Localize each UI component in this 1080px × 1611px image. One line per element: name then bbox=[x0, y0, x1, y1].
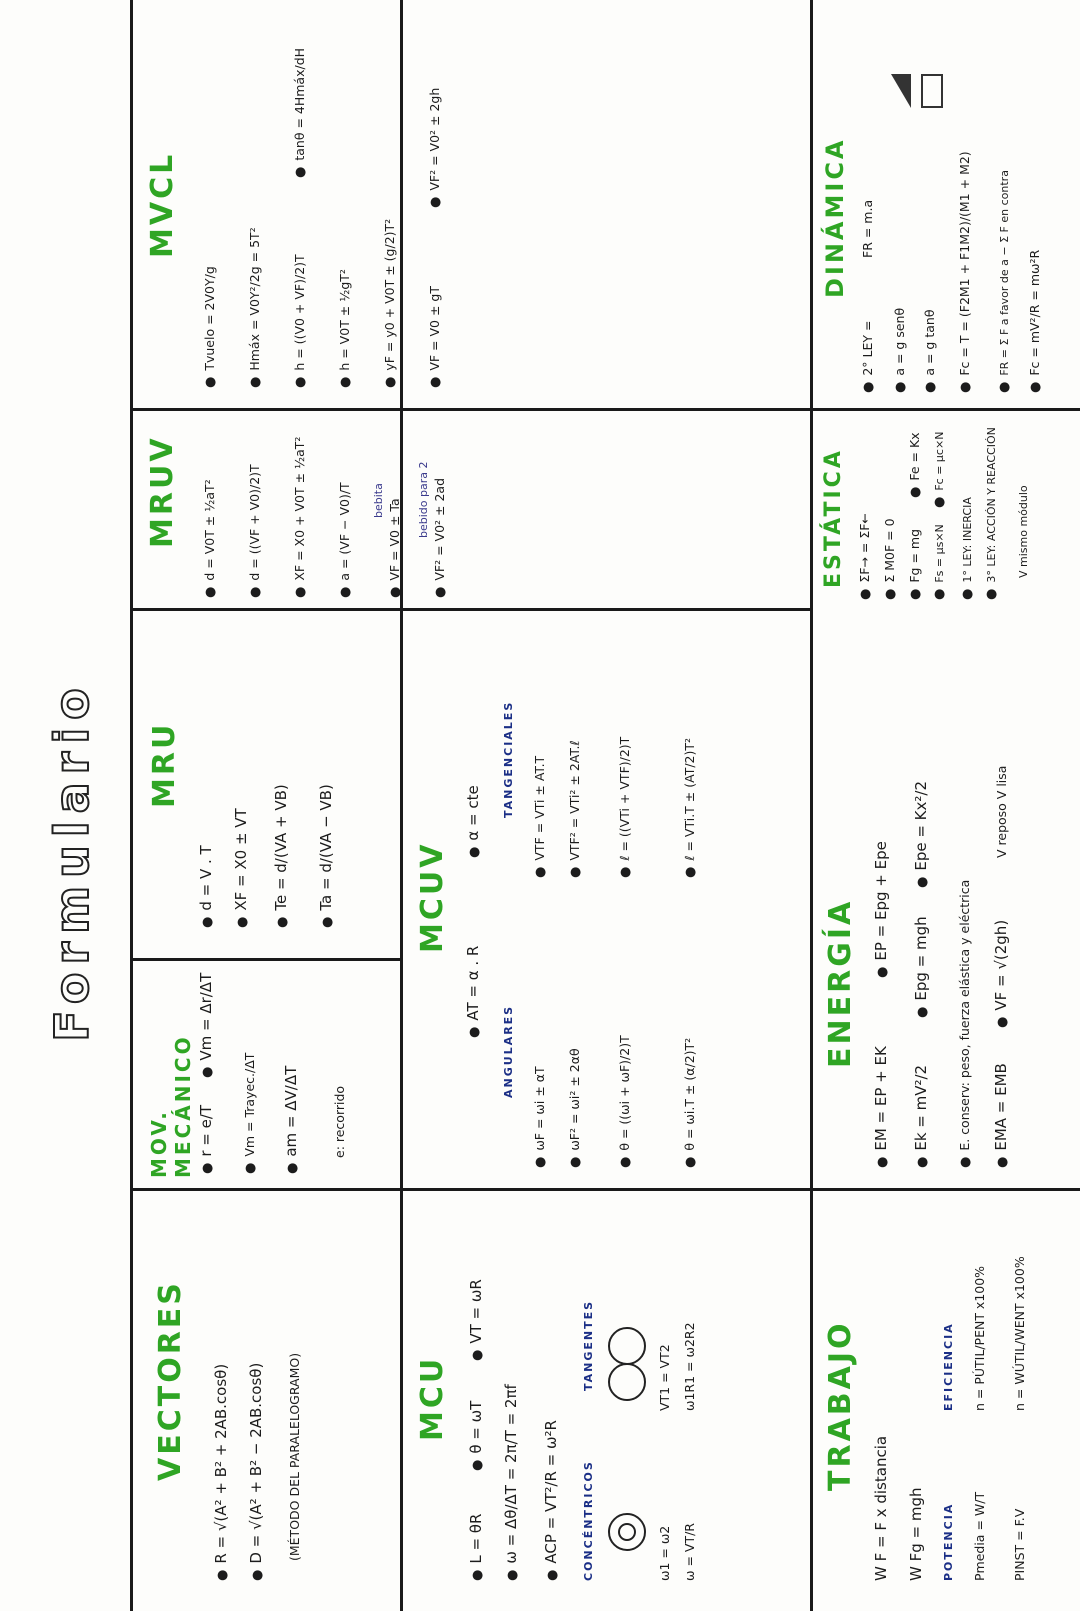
arc-length-average: ● ℓ = ((VTi + VTF)/2)T bbox=[618, 737, 634, 878]
mvcl-section bbox=[133, 0, 810, 408]
mruv-position: ● XF = X0 + V0T ± ½aT² bbox=[293, 437, 309, 598]
speed-formula: ● r = e/T bbox=[198, 1105, 216, 1174]
mruv-distance: ● d = V0T ± ½aT² bbox=[203, 479, 219, 598]
concentricos-label: CONCÉNTRICOS bbox=[582, 1460, 595, 1581]
mechanical-energy: ● EM = EP + EK bbox=[873, 1046, 891, 1168]
third-law: ● 3° LEY: ACCIÓN Y REACCIÓN bbox=[985, 427, 1000, 600]
arc-length-kinematic: ● ℓ = VTi.T ± (AT/2)T² bbox=[683, 738, 699, 878]
angulares-label: ANGULARES bbox=[502, 1004, 515, 1098]
mruv-velocity-squared: ● VF² = V0² ± 2ad bbox=[433, 478, 449, 598]
tangenciales-label: TANGENCIALES bbox=[502, 700, 515, 818]
mcu-tangential-velocity: ● VT = ωR bbox=[468, 1279, 486, 1361]
dinamica-title: DINÁMICA bbox=[821, 137, 849, 298]
mru-encounter-time: ● Te = d/(VA + VB) bbox=[273, 784, 291, 928]
trabajo-section bbox=[813, 1191, 1080, 1611]
mru-distance: ● d = V . T bbox=[198, 845, 216, 928]
vector-sum-formula: ● R = √(A² + B² + 2AB.cosθ) bbox=[213, 1364, 231, 1581]
mvcl-final-velocity: ● VF = V0 ± gT bbox=[428, 286, 444, 388]
angle-average: ● θ = ((ωi + ωF)/2)T bbox=[618, 1035, 634, 1168]
height-kinematic: ● h = V0T ± ½gT² bbox=[338, 269, 354, 388]
vectores-section bbox=[133, 1191, 400, 1611]
gravitational-potential-energy: ● Epg = mgh bbox=[913, 916, 931, 1018]
mcu-angle: ● θ = ωT bbox=[468, 1401, 486, 1471]
tangential-velocity-final: ● VTF = VTi ± AT.T bbox=[533, 756, 549, 878]
trabajo-title: TRABAJO bbox=[823, 1320, 858, 1491]
kinetic-friction: ● Fc = μc×N bbox=[933, 432, 948, 508]
mean-speed-trajectory: ● Vm = Trayec./ΔT bbox=[243, 1053, 259, 1174]
estatica-title: ESTÁTICA bbox=[821, 448, 846, 588]
cart-pendulum-icon bbox=[921, 74, 943, 108]
accelerating-pendulum: ● a = g tanθ bbox=[923, 310, 939, 393]
eficiencia-label: EFICIENCIA bbox=[942, 1322, 955, 1411]
mean-acceleration-formula: ● am = ΔV/ΔT bbox=[283, 1066, 301, 1174]
vector-difference-formula: ● D = √(A² + B² − 2AB.cosθ) bbox=[248, 1363, 266, 1581]
mcuv-section bbox=[403, 611, 810, 1188]
mcu-centripetal-acceleration: ● ACP = VT²/R = ω²R bbox=[543, 1420, 561, 1581]
same-magnitude-note: V mismo módulo bbox=[1017, 485, 1030, 578]
force-equilibrium: ● ΣF→ = ΣF← bbox=[858, 513, 874, 600]
energy-conservation: ● EMA = EMB bbox=[993, 1063, 1011, 1168]
concentric-relation-1: ω1 = ω2 bbox=[657, 1525, 672, 1581]
height-average: ● h = ((V0 + VF)/2)T bbox=[293, 254, 309, 388]
second-law-formula: FR = m.a bbox=[860, 199, 875, 258]
work-force-formula: W F = F x distancia bbox=[872, 1435, 890, 1581]
tangent-circle-left-icon bbox=[608, 1363, 646, 1401]
mcu-section bbox=[403, 1191, 810, 1611]
mru-catch-up-time: ● Ta = d/(VA − VB) bbox=[318, 784, 336, 928]
angular-acceleration-constant: ● α = cte bbox=[465, 785, 483, 858]
flight-time: ● Tvuelo = 2V0Y/g bbox=[203, 266, 219, 388]
moment-equilibrium: ● Σ M0F = 0 bbox=[883, 518, 899, 600]
launch-angle-tangent: ● tanθ = 4Hmáx/dH bbox=[293, 48, 309, 178]
parallelogram-method-note: (MÉTODO DEL PARALELOGRAMO) bbox=[287, 1352, 302, 1561]
energia-title: ENERGÍA bbox=[823, 898, 858, 1068]
second-law-label: ● 2° LEY = bbox=[861, 321, 877, 393]
rest-smooth-note: V reposo V lisa bbox=[994, 765, 1009, 858]
potencia-label: POTENCIA bbox=[942, 1502, 955, 1581]
instant-power-formula: PINST = F.V bbox=[1012, 1508, 1027, 1581]
static-friction: ● Fs = μs×N bbox=[933, 524, 948, 600]
tangential-acceleration: ● AT = α . R bbox=[465, 946, 483, 1038]
kinetic-energy: ● Ek = mV²/2 bbox=[913, 1065, 931, 1168]
tangent-circle-right-icon bbox=[608, 1327, 646, 1365]
mcuv-title: MCUV bbox=[415, 841, 450, 953]
incline-block-icon bbox=[891, 74, 911, 108]
incline-acceleration: ● a = g senθ bbox=[893, 308, 909, 393]
mru-position: ● XF = X0 ± VT bbox=[233, 808, 251, 928]
mruv-title: MRUV bbox=[145, 435, 180, 548]
mov-mecanico-section bbox=[133, 961, 400, 1188]
vertical-position: ● yF = y0 + V0T ± (g/2)T² bbox=[383, 219, 399, 388]
mruv-section bbox=[133, 411, 810, 608]
mruv-distance-average: ● d = ((VF + V0)/2)T bbox=[248, 464, 264, 598]
elastic-potential-energy: ● Epe = Kx²/2 bbox=[913, 781, 931, 888]
concentric-relation-2: ω = VT/R bbox=[682, 1523, 697, 1581]
conservative-forces-note: ● E. conserv: peso, fuerza elástica y eléctrica bbox=[958, 880, 974, 1168]
mvcl-title: MVCL bbox=[145, 151, 180, 258]
mruv-acceleration: ● a = (VF − V0)/T bbox=[338, 482, 354, 598]
first-law: ● 1° LEY: INERCIA bbox=[961, 497, 976, 600]
mru-title: MRU bbox=[147, 721, 182, 808]
efficiency-power-formula: n = PÚTIL/PENT x100% bbox=[972, 1265, 987, 1411]
mcu-angular-velocity: ● ω = Δθ/ΔT = 2π/T = 2πf bbox=[503, 1384, 521, 1581]
tangent-relation-2: ω1R1 = ω2R2 bbox=[682, 1322, 697, 1411]
potential-energy: ● EP = Epg + Epe bbox=[873, 841, 891, 978]
max-height: ● Hmáx = V0Y²/2g = 5T² bbox=[248, 227, 264, 388]
dinamica-section bbox=[813, 0, 1080, 408]
tangentes-label: TANGENTES bbox=[582, 1299, 595, 1391]
weight-formula: ● Fg = mg bbox=[908, 529, 924, 600]
mov-mecanico-title: MOV. MECÁNICO bbox=[147, 1034, 195, 1178]
average-power-formula: Pmedia = W/T bbox=[972, 1491, 987, 1581]
bebita-note: bebita bbox=[372, 483, 385, 518]
concentric-circles-icon bbox=[608, 1513, 646, 1551]
contact-force: ● Fc = T = (F2M1 + F1M2)/(M1 + M2) bbox=[958, 151, 974, 393]
mean-velocity-formula: ● Vm = Δr/ΔT bbox=[198, 973, 216, 1078]
mcu-title: MCU bbox=[415, 1355, 450, 1441]
tangential-velocity-squared: ● VTF² = VTi² ± 2AT.ℓ bbox=[568, 740, 584, 878]
efficiency-work-formula: n = WÚTIL/WENT x100% bbox=[1012, 1256, 1027, 1411]
mruv-final-velocity: ● VF = V0 ± Ta bbox=[388, 498, 404, 598]
bebido-para-note: bebido para 2 bbox=[417, 461, 430, 538]
mcu-arc-length: ● L = θR bbox=[468, 1514, 486, 1581]
recorrido-note: e: recorrido bbox=[332, 1085, 347, 1158]
mru-section bbox=[133, 611, 400, 958]
final-velocity-free-fall: ● VF = √(2gh) bbox=[993, 920, 1011, 1028]
tangent-relation-1: VT1 = VT2 bbox=[657, 1344, 672, 1411]
page-title: Formulario bbox=[45, 680, 99, 1042]
angular-velocity-squared: ● ωF² = ωi² ± 2αθ bbox=[568, 1048, 584, 1168]
centripetal-force: ● Fc = mV²/R = mω²R bbox=[1028, 250, 1044, 393]
resultant-force: ● FR = Σ F a favor de a − Σ F en contra bbox=[998, 170, 1013, 393]
elastic-force-formula: ● Fe = Kx bbox=[908, 432, 924, 498]
work-gravity-formula: W Fg = mgh bbox=[907, 1487, 925, 1581]
mvcl-velocity-squared: ● VF² = V0² ± 2gh bbox=[428, 88, 444, 208]
angular-velocity-final: ● ωF = ωi ± αT bbox=[533, 1066, 549, 1168]
estatica-section bbox=[813, 411, 1080, 608]
angle-kinematic: ● θ = ωi.T ± (α/2)T² bbox=[683, 1038, 699, 1168]
vectores-title: VECTORES bbox=[153, 1280, 188, 1481]
